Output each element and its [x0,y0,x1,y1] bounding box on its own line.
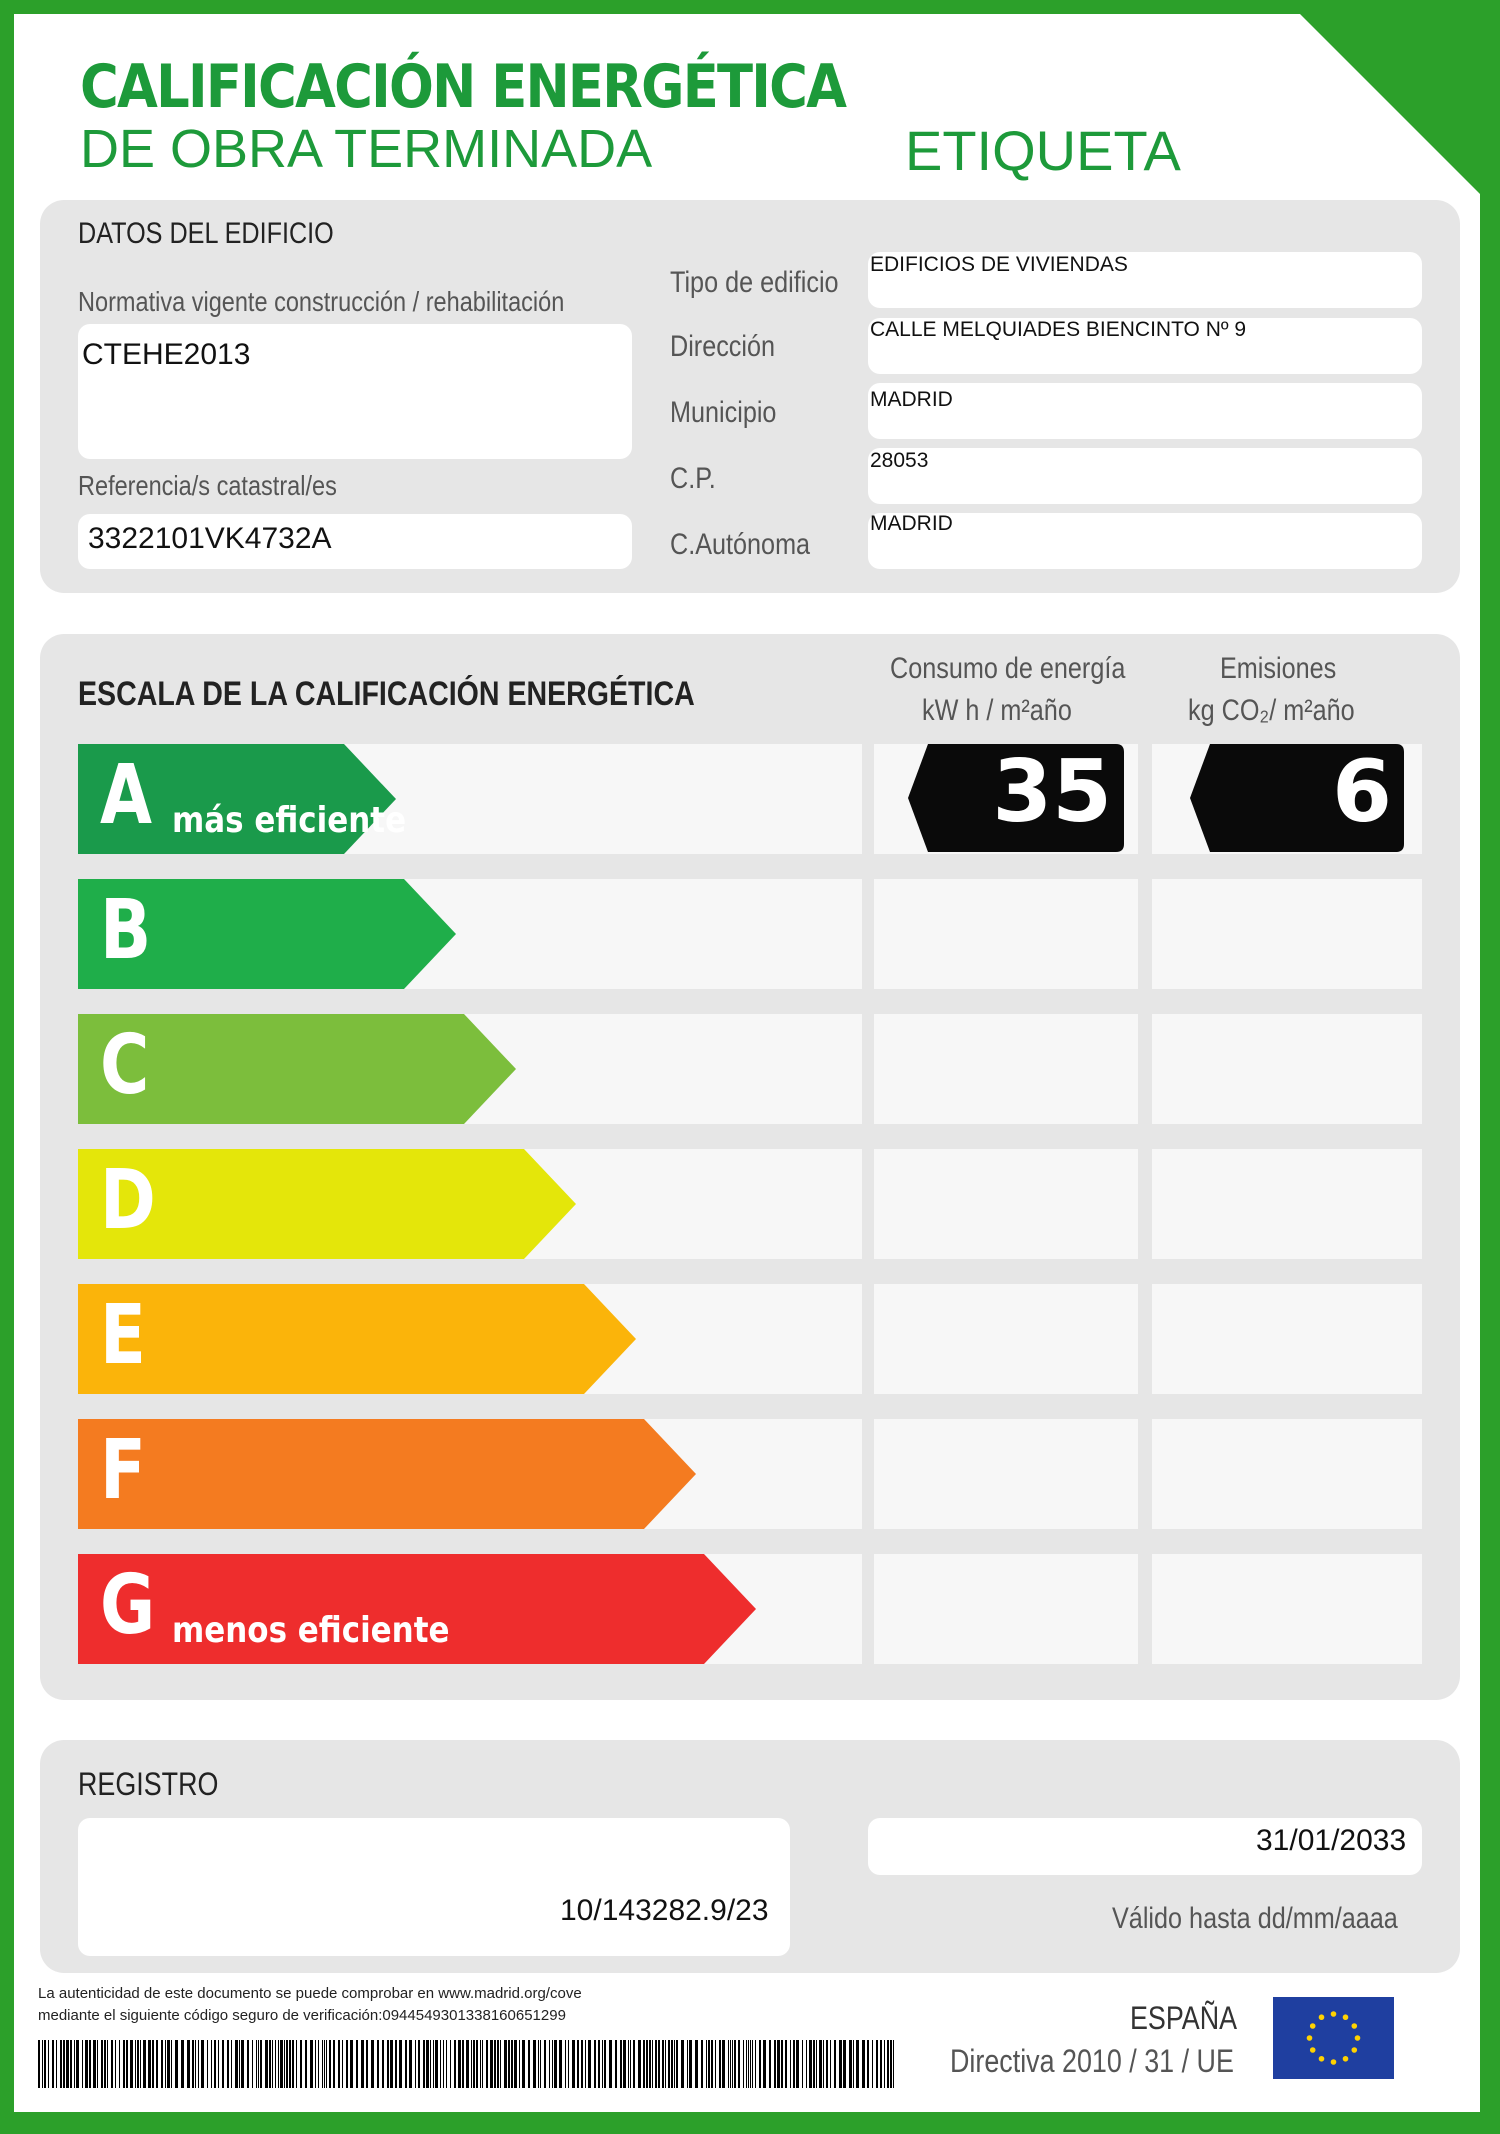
verification-note-line-1: La autenticidad de este documento se puede comprobar en www.madrid.org/cove [38,1985,582,2002]
emissions-cell-f [1152,1419,1422,1529]
band-letter-b: B [100,883,152,978]
valid-until-label: Válido hasta dd/mm/aaaa [1112,1902,1398,1935]
registry-section-title: REGISTRO [78,1766,219,1802]
band-arrow-f [78,1419,696,1529]
band-letter-a: A [100,748,153,843]
consumption-header-1: Consumo de energía [890,652,1126,685]
value-building-type: EDIFICIOS DE VIVIENDAS [870,253,1128,276]
band-arrow-e [78,1284,636,1394]
title-line-2: DE OBRA TERMINADA [80,119,653,179]
building-section-title: DATOS DEL EDIFICIO [78,217,334,250]
field-label-region: C.Autónoma [670,528,811,561]
cadastral-label: Referencia/s catastral/es [78,470,337,501]
regulation-label: Normativa vigente construcción / rehabilitación [78,286,565,317]
band-letter-e: E [100,1288,146,1383]
value-region: MADRID [870,512,953,535]
value-municipality: MADRID [870,388,953,411]
field-label-postal-code: C.P. [670,462,716,495]
field-label-building-type: Tipo de edificio [670,266,839,299]
field-label-municipality: Municipio [670,396,777,429]
title-line-1: CALIFICACIÓN ENERGÉTICA [80,52,846,122]
barcode [38,2040,898,2088]
registry-number: 10/143282.9/23 [560,1894,769,1927]
consumption-cell-b [874,879,1138,989]
valid-date: 31/01/2033 [1256,1824,1407,1857]
consumption-cell-c [874,1014,1138,1124]
consumption-cell-f [874,1419,1138,1529]
band-text-g: menos eficiente [172,1610,450,1651]
emissions-cell-b [1152,879,1422,989]
band-text-a: más eficiente [172,800,407,841]
emissions-cell-g [1152,1554,1422,1664]
emissions-header-2: kg CO₂/ m²año [1188,694,1355,727]
eu-flag-icon [1273,1997,1394,2079]
consumption-value: 35 [992,742,1112,842]
etiqueta-label: ETIQUETA [905,119,1181,182]
field-postal-code [868,448,1422,504]
regulation-value: CTEHE2013 [82,338,251,371]
emissions-value: 6 [1332,742,1392,842]
registry-number-field [78,1818,790,1956]
consumption-header-2: kW h / m²año [922,694,1072,727]
verification-note-line-2: mediante el siguiente código seguro de verificación:0944549301338160651299 [38,2007,566,2024]
value-postal-code: 28053 [870,449,929,472]
consumption-cell-e [874,1284,1138,1394]
band-letter-g: G [100,1558,156,1653]
scale-section-title: ESCALA DE LA CALIFICACIÓN ENERGÉTICA [78,675,695,713]
emissions-header-1: Emisiones [1220,652,1337,685]
field-label-address: Dirección [670,330,776,363]
band-letter-c: C [100,1018,150,1113]
emissions-cell-e [1152,1284,1422,1394]
consumption-cell-d [874,1149,1138,1259]
directive-label: Directiva 2010 / 31 / UE [950,2043,1234,2079]
value-address: CALLE MELQUIADES BIENCINTO Nº 9 [870,318,1247,341]
emissions-cell-c [1152,1014,1422,1124]
cadastral-value: 3322101VK4732A [88,522,332,555]
band-letter-f: F [100,1423,146,1518]
emissions-cell-d [1152,1149,1422,1259]
band-letter-d: D [100,1153,156,1248]
country-label: ESPAÑA [1130,2000,1238,2036]
consumption-cell-g [874,1554,1138,1664]
